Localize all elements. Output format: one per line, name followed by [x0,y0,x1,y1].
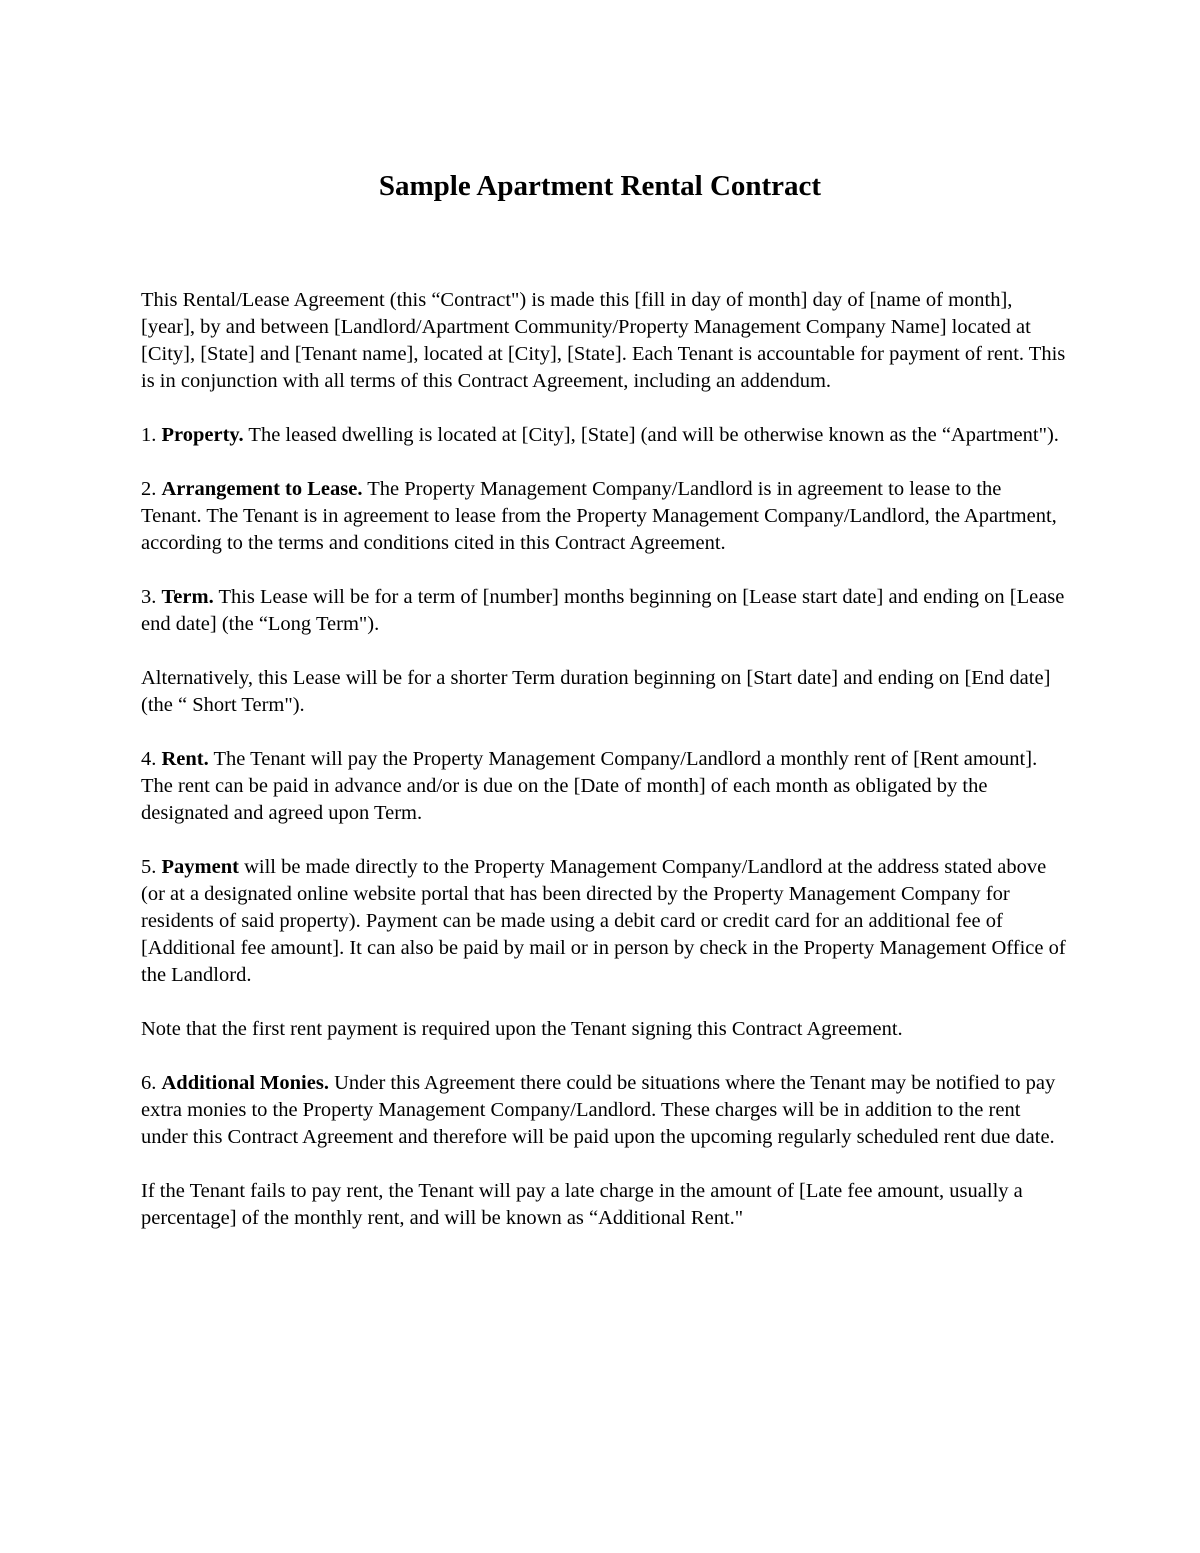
late-charge-paragraph: If the Tenant fails to pay rent, the Tenant will pay a late charge in the amount of [Late fee amount, usually a percentage] of the monthly rent, and will be known as “Additional Rent." [141,1180,1023,1229]
section-text: This Lease will be for a term of [number] months beginning on [Lease start date] and ending on [Lease end date] (the “Long Term"). [141,586,1065,635]
section-rent [141,746,1066,827]
section-number: 3. [141,586,162,608]
section-term [141,584,1066,638]
document-title: Sample Apartment Rental Contract [378,170,822,202]
section-heading: Arrangement to Lease. [161,478,363,500]
section-number: 2. [141,478,162,500]
section-additional-monies [141,1070,1066,1151]
section-payment [141,854,1066,989]
section-text: The leased dwelling is located at [City], [State] (and will be otherwise known as the “Apartment"). [243,424,1059,446]
payment-note-paragraph: Note that the first rent payment is required upon the Tenant signing this Contract Agreement. [141,1018,903,1040]
section-heading: Property. [161,424,244,446]
section-text: will be made directly to the Property Management Company/Landlord at the address stated above (or at a designated online website portal that has been directed by the Property Management Company for residents of said property). Payment can be made using a debit card or credit card for an additional fee of [Additional fee amount]. It can also be paid by mail or in person by check in the Property Management Office of the Landlord. [141,856,1066,986]
section-heading: Payment [161,856,239,878]
section-text: The Tenant will pay the Property Management Company/Landlord a monthly rent of [Rent amount]. The rent can be paid in advance and/or is due on the [Date of month] of each month as obligated by the designated and agreed upon Term. [141,748,1038,824]
term-alternative-paragraph: Alternatively, this Lease will be for a shorter Term duration beginning on [Start date] and ending on [End date] (the “ Short Term"). [141,667,1051,716]
section-number: 4. [141,748,162,770]
section-property [141,422,1066,449]
section-text: Under this Agreement there could be situations where the Tenant may be notified to pay extra monies to the Property Management Company/Landlord. These charges will be in addition to the rent under this Contract Agreement and therefore will be paid upon the upcoming regularly scheduled rent due date. [141,1072,1056,1148]
section-number: 5. [141,856,162,878]
section-arrangement [141,476,1066,557]
section-heading: Additional Monies. [161,1072,329,1094]
section-number: 6. [141,1072,162,1094]
section-heading: Term. [161,586,214,608]
section-text: The Property Management Company/Landlord is in agreement to lease to the Tenant. The Tenant is in agreement to lease from the Property Management Company/Landlord, the Apartment, according to the terms and conditions cited in this Contract Agreement. [141,478,1057,554]
document-body [141,287,1066,1232]
section-number: 1. [141,424,162,446]
intro-paragraph: This Rental/Lease Agreement (this “Contract") is made this [fill in day of month] day of [name of month], [year], by and between [Landlord/Apartment Community/Property Management Company Name] located at [City], [State] and [Tenant name], located at [City], [State]. Each Tenant is accountable for payment of rent. This is in conjunction with all terms of this Contract Agreement, including an addendum. [141,289,1066,392]
section-heading: Rent. [161,748,209,770]
